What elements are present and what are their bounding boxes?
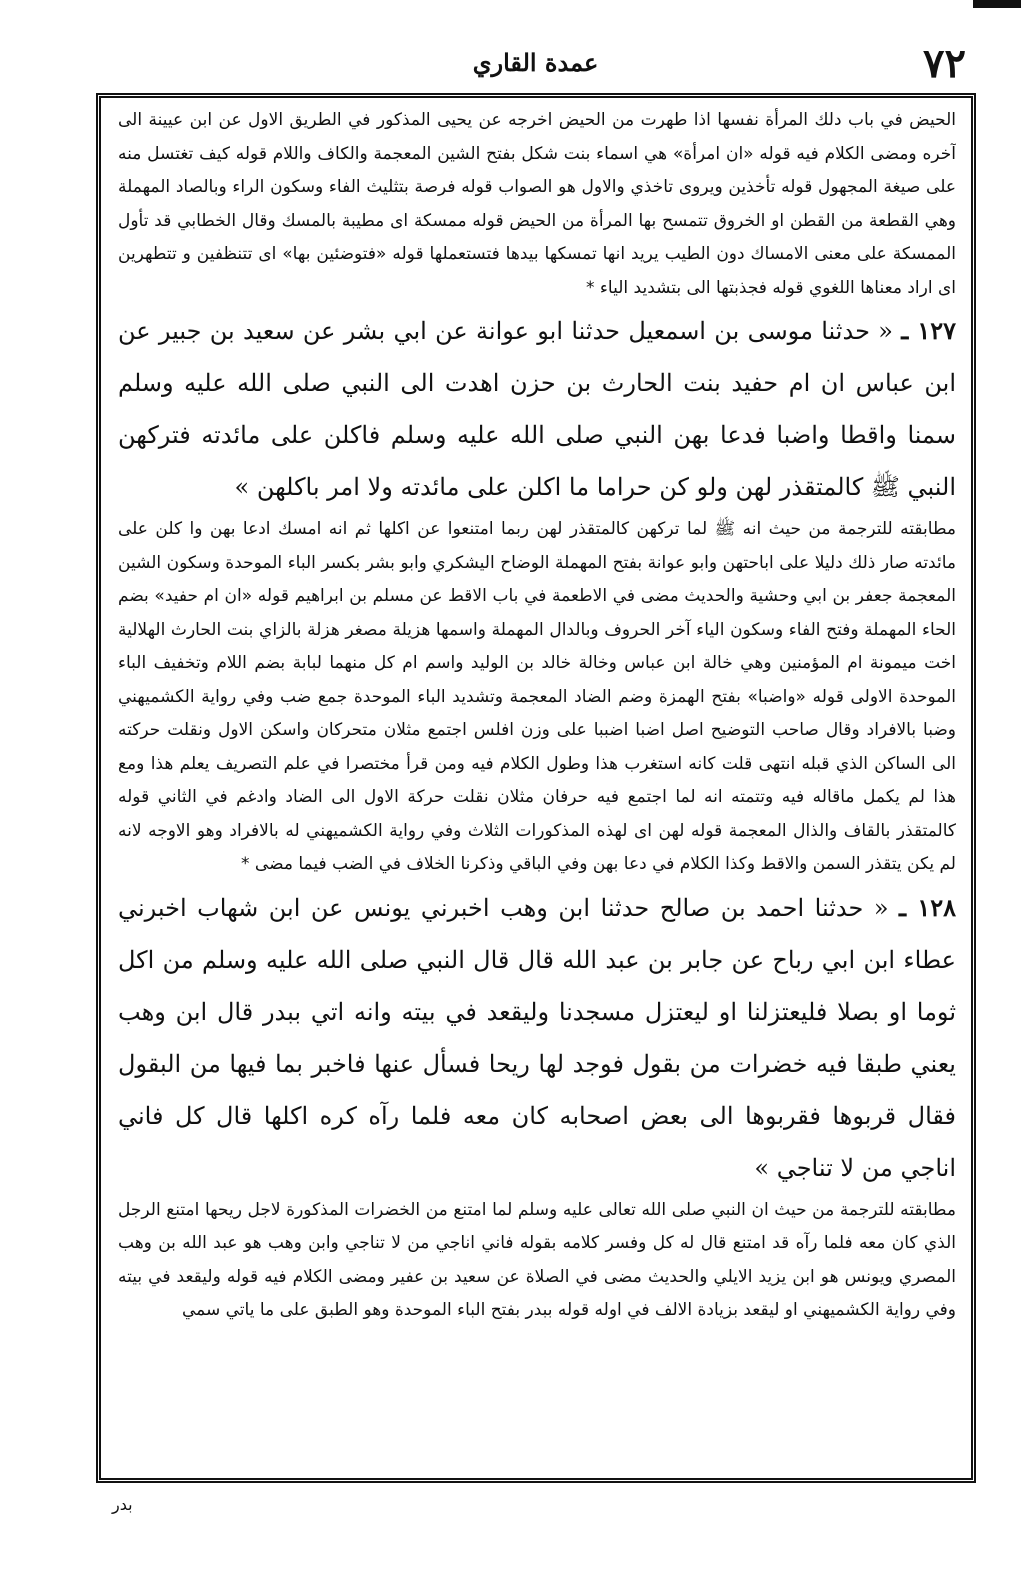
commentary-paragraph: مطابقته للترجمة من حيث انه ﷺ لما تركهن كالمتقذر لهن ربما امتنعوا عن اكلها ثم انه امسك ادعا بهن وا كلن على مائدته صار ذلك دليلا على اباحتهن وابو عوانة بفتح المهملة الوضاح اليشكري وابو بشر بكسر الباء الموحدة وسكون الشين المعجمة جعفر بن ابي وحشية والحديث مضى في الاطعمة في باب الاقط عن مسلم بن ابراهيم قوله «ان ام حفيد» بضم الحاء المهملة وفتح الفاء وسكون الياء آخر الحروف وبالدال المهملة واسمها هزيلة مصغر هزلة بالزاي بنت الحارث الهلالية اخت ميمونة ام المؤمنين وهي خالة ابن عباس وخالة خالد بن الوليد واسم ام كل منهما لبابة بضم اللام وتخفيف الباء الموحدة الاولى قوله «واضبا» بفتح الهمزة وضم الضاد المعجمة وتشديد الباء الموحدة جمع ضب وفي رواية الكشميهني وضبا بالافراد وقال صاحب التوضيح اصل اضبا اضببا على وزن افلس اجتمع مثلان متحركان واسكن الاول ونقلت حركته الى الساكن الذي قبله انتهى قلت كانه استغرب هذا وطول الكلام فيه ومن قرأ مختصرا في علم التصريف يعلم هذا ومع هذا لم يكمل ماقاله فيه وتتمته انه لما اجتمع فيه حرفان مثلان نقلت حركة الاول الى الضاد وادغم في الثاني قوله كالمتقذر بالقاف والذال المعجمة قوله لهن اى لهذه المذكورات الثلاث وفي رواية الكشميهني له بالافراد وهو الاوجه لانه لم يكن يتقذر السمن والاقط وكذا الكلام في دعا بهن وفي الباقي وذكرنا الخلاف في الضب فيما مضى * <box>118 519 956 874</box>
catchword: بدر <box>112 1495 133 1514</box>
page-header <box>105 40 966 98</box>
hadith-127 <box>118 305 956 513</box>
commentary-paragraph: الحيض في باب دلك المرأة نفسها اذا طهرت من الحيض اخرجه عن يحيى المذكور في الطريق الاول عن ابن عيينة الى آخره ومضى الكلام فيه قوله «ان امرأة» هي اسماء بنت شكل بفتح الشين المعجمة والكاف واللام قوله كيف تغتسل منه على صيغة المجهول قوله تأخذين ويروى تاخذي والاول هو الصواب قوله فرصة بتثليث الفاء وسكون الراء وبالصاد المهملة وهي القطعة من القطن او الخروق تتمسح بها المرأة من الحيض قوله ممسكة اى مطيبة بالمسك وقال الخطابي قد تأول الممسكة على معنى الامساك دون الطيب يريد انها تمسكها بيدها فتستعملها قوله «فتوضئين بها» اى تتنظفين و تتطهرين اى اراد معناها اللغوي قوله فجذبتها الى بتشديد الياء * <box>118 110 956 298</box>
hadith-number: ١٢٨ ـ <box>899 892 956 922</box>
running-head: عمدة القاري <box>472 48 599 77</box>
hadith-text: « حدثنا موسى بن اسمعيل حدثنا ابو عوانة عن ابي بشر عن سعيد بن جبير عن ابن عباس ان ام حفيد بنت الحارث بن حزن اهدت الى النبي صلى الله عليه وسلم سمنا واقطا واضبا فدعا بهن النبي صلى الله عليه وسلم فاكلن على مائدته فتركهن النبي ﷺ كالمتقذر لهن ولو كن حراما ما اكلن على مائدته ولا امر باكلهن » <box>118 317 956 501</box>
hadith-number: ١٢٧ ـ <box>901 316 956 345</box>
page-body <box>118 104 956 1469</box>
commentary-paragraph: مطابقته للترجمة من حيث ان النبي صلى الله تعالى عليه وسلم لما امتنع من الخضرات المذكورة لاجل ريحها امتنع الرجل الذي كان معه فلما رآه قد امتنع قال له كل وفسر كلامه بقوله فاني اناجي من لا تناجي وابن وهب هو عبد الله بن وهب المصري ويونس هو ابن يزيد الايلي والحديث مضى في الصلاة عن سعيد بن عفير ومضى الكلام فيه قوله وليقعد في بيته وفي رواية الكشميهني او ليقعد بزيادة الالف في اوله قوله ببدر بفتح الباء الموحدة وهو الطبق على ما ياتي سمي <box>118 1199 956 1320</box>
hadith-128 <box>118 882 956 1194</box>
scan-edge-mark <box>973 0 1021 8</box>
hadith-text: « حدثنا احمد بن صالح حدثنا ابن وهب اخبرني يونس عن ابن شهاب اخبرني عطاء ابن ابي رباح عن جابر بن عبد الله قال قال النبي صلى الله عليه وسلم من اكل ثوما او بصلا فليعتزلنا او ليعتزل مسجدنا وليقعد في بيته وانه اتي ببدر قال ابن وهب يعني طبقا فيه خضرات من بقول فوجد لها ريحا فسأل عنها فاخبر بما فيها من البقول فقال قربوها فقربوها الى بعض اصحابه كان معه فلما رآه كره اكلها قال كل فاني اناجي من لا تناجي » <box>118 893 956 1182</box>
page-number: ٧٢ <box>923 40 966 87</box>
